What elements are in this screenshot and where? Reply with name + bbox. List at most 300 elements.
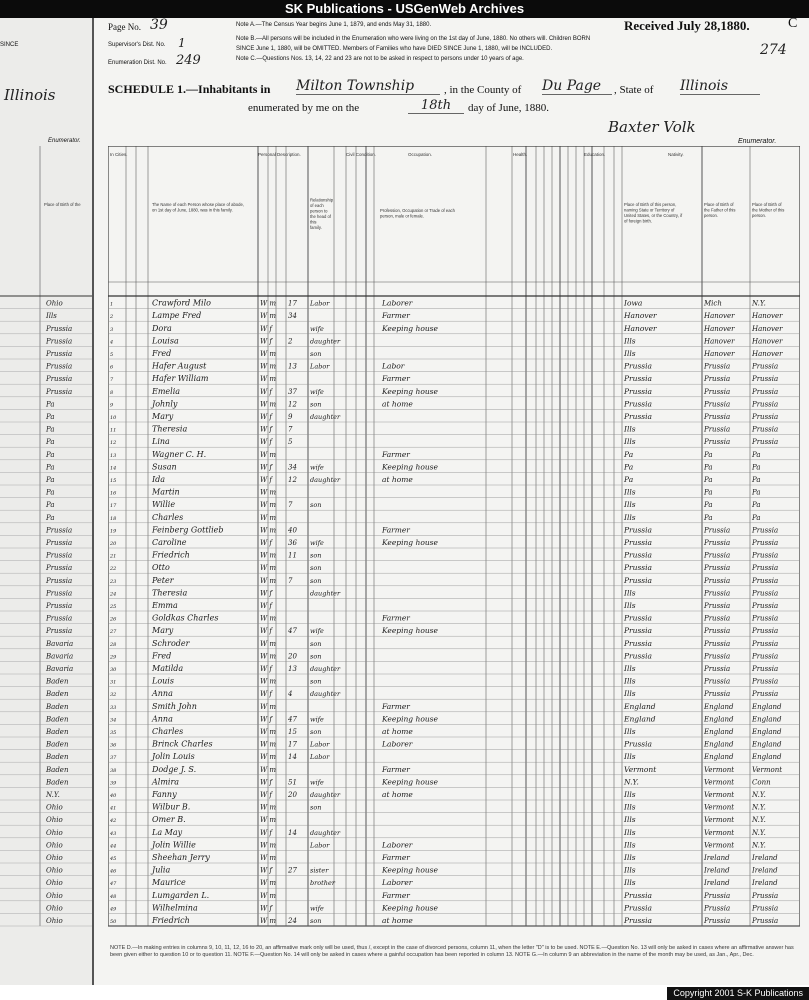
color-sex: W m — [260, 564, 277, 573]
relationship: son — [310, 917, 322, 925]
birthplace: Prussia — [624, 563, 653, 573]
occupation: Keeping house — [382, 714, 438, 724]
age: 7 — [288, 425, 293, 434]
occupation: at home — [382, 916, 413, 925]
father-birthplace: Vermont — [704, 778, 735, 787]
relationship: Labor — [310, 753, 330, 762]
row-number: 25 — [110, 604, 117, 610]
left-page-cell: Prussia — [46, 627, 73, 636]
row-number: 13 — [110, 452, 117, 459]
father-birthplace: Mich — [704, 299, 722, 308]
person-name: Jolin Louis — [152, 752, 195, 762]
person-name: Matilda — [152, 664, 184, 673]
birthplace: Prussia — [624, 399, 653, 409]
birthplace: Prussia — [624, 412, 653, 421]
person-name: Friedrich — [152, 916, 190, 925]
occupation: Labor — [382, 361, 405, 371]
relationship: sister — [310, 866, 329, 875]
row-number: 40 — [110, 793, 117, 799]
color-sex: W m — [260, 362, 277, 371]
birthplace: Ills — [624, 752, 636, 762]
mother-birthplace: Prussia — [752, 614, 779, 623]
column-heading: Personal Description. — [258, 152, 301, 157]
left-page-cell: Prussia — [46, 375, 73, 384]
row-number: 7 — [110, 377, 114, 384]
color-sex: W f — [260, 337, 273, 346]
enumerated-suffix: day of June, 1880. — [468, 102, 549, 114]
father-birthplace: Prussia — [704, 614, 731, 623]
left-page-cell: Prussia — [46, 526, 73, 535]
mother-birthplace: Prussia — [752, 665, 779, 673]
page-no: 39 — [150, 17, 168, 33]
color-sex: W m — [260, 513, 277, 522]
color-sex: W f — [260, 904, 273, 913]
county-label: , in the County of — [444, 84, 522, 96]
color-sex: W f — [260, 387, 273, 396]
color-sex: W f — [260, 715, 273, 724]
relationship: son — [310, 564, 322, 573]
person-name: Caroline — [152, 538, 187, 547]
age: 17 — [288, 740, 297, 749]
person-name: Charles — [152, 727, 184, 736]
left-page-cell: Ohio — [46, 917, 63, 925]
color-sex: W f — [260, 539, 273, 547]
color-sex: W f — [260, 778, 273, 787]
father-birthplace: Vermont — [704, 841, 735, 850]
occupation: Laborer — [382, 298, 413, 308]
color-sex: W m — [260, 614, 277, 623]
relationship: daughter — [310, 665, 341, 673]
left-page-cell: Pa — [46, 438, 55, 447]
note-b: Note B.—All persons will be included in the Enumeration who were living on the 1st day of June, 1880. No others will. Children BORN SINCE June 1, 1880, will be OMITTED. Members of Families who have DIED SINCE June 1, 1880, will be INCLUDED. — [236, 36, 591, 52]
row-number: 48 — [110, 893, 117, 900]
column-heading: Nativity. — [668, 152, 684, 157]
note-c: Note C.—Questions Nos. 13, 14, 22 and 23 are not to be asked in respect to persons under 10 years of age. — [236, 56, 524, 62]
table-row — [109, 815, 766, 824]
row-number: 2 — [110, 314, 114, 321]
father-birthplace: Prussia — [704, 589, 731, 598]
left-page-cell: Ohio — [46, 866, 63, 875]
table-row — [109, 336, 783, 345]
father-birthplace: Prussia — [704, 576, 731, 585]
person-name: Goldkas Charles — [152, 613, 219, 623]
row-number: 30 — [110, 667, 117, 673]
relationship: brother — [310, 879, 335, 888]
birthplace: Ills — [624, 512, 636, 522]
occupation: Keeping house — [382, 777, 438, 787]
age: 51 — [288, 778, 297, 787]
color-sex: W m — [260, 879, 277, 888]
mother-birthplace: Hanover — [752, 337, 783, 346]
county: Du Page — [542, 78, 612, 95]
color-sex: W m — [260, 501, 277, 510]
row-number: 12 — [110, 440, 117, 447]
person-name: Crawford Milo — [152, 298, 211, 308]
occupation: Farmer — [382, 701, 410, 711]
occupation: Keeping house — [382, 538, 438, 547]
birthplace: Prussia — [624, 890, 653, 900]
corner-mark: C — [788, 16, 798, 31]
left-page-cell: Pa — [46, 513, 55, 522]
age: 13 — [288, 665, 297, 673]
father-birthplace: England — [704, 753, 734, 762]
relationship: Labor — [310, 362, 330, 371]
table-row — [110, 399, 778, 408]
birthplace: Ills — [624, 336, 636, 346]
left-page-cell: Pa — [46, 425, 55, 434]
row-number: 45 — [110, 856, 117, 862]
birthplace: Prussia — [624, 386, 653, 396]
person-name: Wilhelmina — [152, 903, 198, 913]
row-number: 33 — [110, 704, 117, 711]
person-name: Susan — [152, 462, 177, 472]
left-page-cell: Pa — [46, 488, 55, 497]
left-page-heading: Place of Birth of the — [44, 202, 81, 207]
column-heading: Occupation. — [408, 152, 433, 157]
age: 14 — [288, 753, 297, 762]
color-sex: W m — [260, 312, 277, 321]
relationship: son — [310, 576, 322, 585]
stamp-number: 274 — [760, 42, 787, 58]
row-number: 43 — [110, 830, 117, 837]
person-name: Fred — [152, 349, 172, 358]
relationship: wife — [310, 324, 324, 333]
person-name: Johnly — [152, 399, 178, 409]
column-heading: Civil Condition. — [346, 152, 377, 157]
mother-birthplace: N.Y. — [752, 828, 766, 837]
row-number: 36 — [110, 742, 117, 749]
left-page-cell: Prussia — [46, 362, 73, 371]
color-sex: W m — [260, 816, 277, 825]
left-page-cell: Ohio — [46, 841, 63, 850]
person-name: Fanny — [152, 790, 177, 799]
age: 9 — [288, 413, 293, 421]
age: 15 — [288, 728, 297, 736]
father-birthplace: Prussia — [704, 551, 731, 560]
color-sex: W f — [260, 413, 273, 421]
mother-birthplace: Ireland — [752, 866, 778, 875]
left-page-cell: Pa — [46, 450, 55, 459]
father-birthplace: Prussia — [704, 425, 731, 434]
color-sex: W m — [260, 917, 277, 925]
row-number: 17 — [110, 503, 117, 510]
birthplace: Ills — [624, 349, 636, 358]
birthplace: Prussia — [624, 525, 653, 535]
color-sex: W m — [260, 299, 277, 308]
table-row — [110, 362, 778, 371]
left-page-cell: Prussia — [46, 539, 73, 547]
row-number: 49 — [110, 906, 117, 913]
person-name: Hafer August — [152, 361, 207, 371]
birthplace: Ills — [624, 424, 636, 434]
left-page-cell: Prussia — [46, 576, 73, 585]
left-page-cell: N.Y. — [46, 791, 60, 799]
occupation: at home — [382, 399, 413, 409]
birthplace: England — [624, 714, 656, 724]
person-name: Theresia — [152, 588, 188, 598]
person-name: Lumgarden L. — [152, 890, 210, 900]
left-state-handwriting: Illinois — [4, 86, 56, 104]
mother-birthplace: Prussia — [752, 602, 779, 610]
occupation: Keeping house — [382, 323, 438, 333]
relationship: wife — [310, 904, 324, 913]
table-row — [110, 349, 783, 358]
left-page-cell: Baden — [46, 677, 69, 686]
mother-birthplace: Prussia — [752, 652, 779, 661]
occupation: Farmer — [382, 890, 410, 900]
birthplace: Ills — [624, 727, 636, 736]
table-row — [110, 664, 778, 673]
father-birthplace: Prussia — [704, 891, 731, 900]
birth-column-heading: of foreign birth. — [624, 218, 652, 224]
mother-birthplace: Hanover — [752, 312, 783, 321]
father-birthplace: Prussia — [704, 526, 731, 535]
mother-birthplace: N.Y. — [752, 816, 766, 825]
name-column-heading: The Name of each Person whose place of abode, — [152, 202, 244, 207]
relationship: son — [310, 350, 322, 358]
row-number: 10 — [110, 415, 117, 421]
father-birthplace: England — [704, 702, 734, 711]
father-birthplace: Vermont — [704, 791, 735, 799]
age: 27 — [288, 866, 297, 875]
color-sex: W f — [260, 665, 273, 673]
father-birthplace: Ireland — [704, 866, 730, 875]
color-sex: W m — [260, 803, 277, 812]
occupation: Keeping house — [382, 462, 438, 472]
color-sex: W m — [260, 753, 277, 762]
row-number: 4 — [110, 339, 114, 346]
color-sex: W m — [260, 450, 277, 459]
mother-birthplace: Prussia — [752, 387, 779, 396]
age: 7 — [288, 501, 293, 510]
row-number: 15 — [110, 478, 117, 484]
color-sex: W m — [260, 375, 277, 384]
mother-birthplace: Prussia — [752, 576, 779, 585]
father-birthplace: Vermont — [704, 803, 735, 812]
row-number: 35 — [110, 730, 117, 736]
age: 47 — [288, 715, 297, 724]
left-page-cell: Ills — [46, 312, 57, 321]
enumerator-label: Enumerator. — [738, 138, 777, 145]
age: 36 — [288, 539, 297, 547]
mother-birthplace: Pa — [752, 463, 761, 472]
mother-birthplace: Ireland — [752, 854, 778, 862]
father-birthplace: Pa — [704, 463, 713, 472]
color-sex: W m — [260, 526, 277, 535]
birthplace: Ills — [624, 487, 636, 497]
table-row — [110, 714, 782, 723]
person-name: La May — [152, 827, 183, 837]
enumeration-no: 249 — [176, 53, 201, 68]
birthplace: Pa — [624, 475, 634, 484]
table-row — [109, 576, 778, 585]
mother-birthplace: Vermont — [752, 765, 783, 774]
father-birthplace: Pa — [704, 450, 713, 459]
relationship: son — [310, 803, 322, 812]
enumerator-signature: Baxter Volk — [608, 118, 696, 136]
left-page-cell: Ohio — [46, 299, 63, 308]
person-name: Theresia — [152, 424, 188, 434]
supervisor-no: 1 — [178, 36, 186, 50]
birthplace: England — [624, 701, 656, 711]
father-birthplace: Prussia — [704, 564, 731, 573]
relationship: son — [310, 677, 322, 686]
relationship: daughter — [310, 791, 341, 799]
age: 11 — [288, 551, 297, 560]
table-row — [110, 500, 761, 509]
occupation: at home — [382, 790, 413, 799]
birthplace: Ills — [624, 827, 636, 837]
relationship: son — [310, 400, 322, 409]
left-page-cell: Bavaria — [46, 652, 74, 661]
person-name: Brinck Charles — [152, 739, 213, 749]
birthplace: Prussia — [624, 613, 653, 623]
table-row — [110, 437, 778, 446]
person-name: Dora — [152, 323, 172, 333]
column-heading: Health. — [513, 152, 528, 157]
table-row — [109, 551, 778, 560]
father-birthplace: Vermont — [704, 828, 735, 837]
supervisor-label: Supervisor's Dist. No. — [108, 42, 166, 48]
birthplace: Ills — [624, 853, 636, 862]
table-row — [110, 425, 778, 434]
row-number: 19 — [110, 528, 117, 535]
person-name: Anna — [152, 714, 173, 724]
birthplace: Ills — [624, 689, 636, 699]
color-sex: W m — [260, 551, 277, 560]
row-number: 32 — [110, 692, 117, 699]
birthplace: Prussia — [624, 626, 653, 636]
row-number: 16 — [110, 490, 117, 497]
color-sex: W f — [260, 828, 273, 837]
mother-birthplace: Prussia — [752, 551, 779, 560]
occupation: Keeping house — [382, 903, 438, 913]
occupation: Farmer — [382, 374, 410, 384]
birthplace: Prussia — [624, 374, 653, 384]
table-row — [110, 752, 782, 761]
relationship: Labor — [310, 841, 330, 850]
occupation: Farmer — [382, 449, 410, 459]
father-birthplace: Prussia — [704, 677, 731, 686]
birthplace: Ills — [624, 601, 636, 610]
color-sex: W m — [260, 677, 277, 686]
mother-birthplace: Prussia — [752, 438, 779, 447]
age: 12 — [288, 400, 297, 409]
age: 37 — [288, 387, 297, 396]
row-number: 22 — [110, 566, 117, 573]
color-sex: W f — [260, 602, 273, 610]
mother-birthplace: England — [752, 715, 782, 724]
left-page-cell: Prussia — [46, 350, 73, 358]
received-stamp: Received July 28,1880. — [624, 18, 750, 33]
table-row — [110, 475, 761, 484]
relationship-column-heading: of each — [310, 203, 324, 208]
left-page-cell: Prussia — [46, 324, 73, 333]
column-heading: In Cities. — [110, 152, 128, 157]
table-row — [109, 891, 778, 900]
occupation: Farmer — [382, 853, 410, 862]
left-page-cell: Baden — [46, 715, 69, 724]
mother-birthplace: Pa — [752, 450, 761, 459]
table-row — [109, 878, 778, 887]
birthplace: Hanover — [624, 311, 657, 321]
person-name: Mary — [152, 626, 174, 636]
table-row — [110, 525, 778, 534]
father-birthplace: Prussia — [704, 387, 731, 396]
person-name: Wagner C. H. — [152, 449, 207, 459]
color-sex: W m — [260, 488, 277, 497]
mother-birthplace: Prussia — [752, 891, 779, 900]
left-page-cell: Ohio — [46, 828, 63, 837]
row-number: 14 — [110, 465, 117, 472]
color-sex: W f — [260, 791, 273, 799]
father-birth-heading: the Father of this — [704, 207, 736, 213]
father-birthplace: Ireland — [704, 854, 730, 862]
person-name: Otto — [152, 563, 170, 573]
table-row — [110, 450, 761, 459]
mother-birthplace: N.Y. — [752, 803, 766, 812]
relationship-column-heading: the head of — [310, 214, 331, 219]
father-birthplace: England — [704, 728, 734, 736]
table-row — [109, 614, 778, 623]
table-row — [109, 790, 766, 799]
birthplace: Prussia — [624, 739, 653, 749]
person-name: Anna — [152, 689, 173, 699]
left-page-cell: Bavaria — [46, 639, 74, 648]
person-name: Peter — [152, 575, 174, 585]
birthplace: Ills — [624, 790, 636, 799]
mother-birthplace: Hanover — [752, 350, 783, 358]
left-page-cell: Baden — [46, 728, 69, 736]
age: 12 — [288, 476, 297, 484]
color-sex: W f — [260, 589, 273, 598]
person-name: Almira — [152, 777, 180, 787]
mother-birthplace: Pa — [752, 476, 761, 484]
relationship: daughter — [310, 589, 341, 598]
left-page-cell: Baden — [46, 690, 69, 699]
relationship: wife — [310, 715, 324, 724]
birthplace: Iowa — [624, 298, 643, 308]
row-number: 37 — [110, 755, 117, 762]
left-page-cell: Ohio — [46, 816, 63, 825]
color-sex: W f — [260, 476, 273, 484]
occupation: Keeping house — [382, 626, 438, 636]
father-birthplace: Prussia — [704, 438, 731, 447]
age: 17 — [288, 299, 297, 308]
mother-birthplace: Prussia — [752, 904, 779, 913]
page-no-label: Page No. — [108, 22, 141, 32]
person-name: Hafer William — [152, 374, 209, 384]
occupation: Farmer — [382, 764, 410, 774]
person-name: Wilbur B. — [152, 802, 191, 812]
father-birthplace: Hanover — [704, 312, 735, 321]
table-row — [110, 727, 782, 736]
color-sex: W f — [260, 463, 273, 472]
table-row — [110, 488, 761, 497]
left-page-cell: Prussia — [46, 589, 73, 598]
table-row — [110, 387, 778, 396]
relationship: Labor — [310, 740, 330, 749]
township: Milton Township — [296, 78, 440, 95]
father-birthplace: Prussia — [704, 639, 731, 648]
table-row — [109, 866, 778, 875]
mother-birthplace: N.Y. — [752, 299, 766, 308]
table-row — [110, 740, 782, 749]
father-birthplace: Prussia — [704, 539, 731, 547]
occupation-column-heading: Profession, Occupation or Trade of each — [380, 208, 455, 213]
occupation: Laborer — [382, 878, 413, 888]
mother-birthplace: Prussia — [752, 627, 779, 636]
